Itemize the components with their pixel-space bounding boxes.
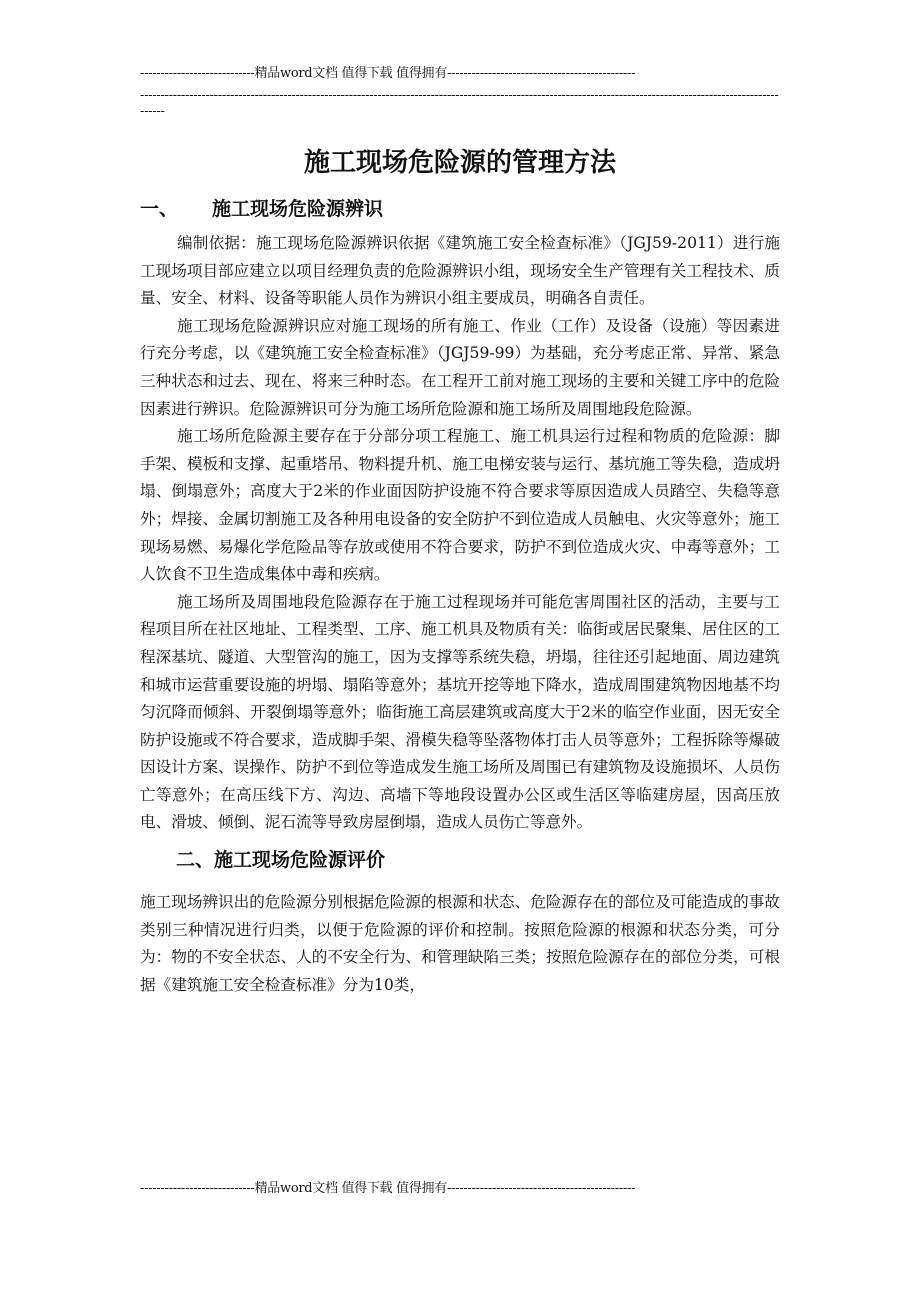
paragraph: 施工现场危险源辨识应对施工现场的所有施工、作业（工作）及设备（设施）等因素进行充分考虑，以《建筑施工安全检查标准》（JGJ59-99）为基础，充分考虑正常、异常、紧急三种状态和过去、现在、将来三种时态。在工程开工前对施工现场的主要和关键工序中的危险因素进行辨识。危险源辨识可分为施工场所危险源和施工场所及周围地段危险源。 [140, 316, 780, 418]
page-footer: ----------------------------精品word文档 值得下载 值得拥有---------------------------------------------- [140, 1181, 636, 1196]
section-1-title: 施工现场危险源辨识 [212, 198, 384, 220]
page-header: ----------------------------精品word文档 值得下载 值得拥有---------------------------------------------- [140, 66, 636, 81]
paragraph: 施工现场辨识出的危险源分别根据危险源的根源和状态、危险源存在的部位及可能造成的事故类别三种情况进行归类，以便于危险源的评价和控制。按照危险源的根源和状态分类，可分为：物的不安全状态、人的不安全行为、和管理缺陷三类；按照危险源存在的部位分类，可根据《建筑施工安全检查标准》分为10类， [140, 893, 780, 994]
document-body [140, 194, 780, 999]
section-1-number: 一、 [140, 198, 179, 220]
section-1-heading [140, 194, 780, 224]
paragraph: 编制依据：施工现场危险源辨识依据《建筑施工安全检查标准》（JGJ59-2011）进行施工现场项目部应建立以项目经理负责的危险源辨识小组，现场安全生产管理有关工程技术、质量、安全、材料、设备等职能人员作为辨识小组主要成员，明确各自责任。 [140, 234, 780, 308]
header-rule: ------------------------------------------------------------------------------------------------------------------------------------------------------------------ [140, 88, 779, 119]
paragraph: 施工场所危险源主要存在于分部分项工程施工、施工机具运行过程和物质的危险源：脚手架、模板和支撑、起重塔吊、物料提升机、施工电梯安装与运行、基坑施工等失稳，造成坍塌、倒塌意外；高度大于2米的作业面因防护设施不符合要求等原因造成人员踏空、失稳等意外；焊接、金属切割施工及各种用电设备的安全防护不到位造成人员触电、火灾等意外；施工现场易燃、易爆化学危险品等存放或使用不符合要求，防护不到位造成火灾、中毒等意外；工人饮食不卫生造成集体中毒和疾病。 [140, 427, 780, 584]
section-2-heading: 二、施工现场危险源评价 [176, 849, 386, 872]
paragraph: 施工场所及周围地段危险源存在于施工过程现场并可能危害周围社区的活动，主要与工程项目所在社区地址、工程类型、工序、施工机具及物质有关：临街或居民聚集、居住区的工程深基坑、隧道、大型管沟的施工，因为支撑等系统失稳，坍塌，往往还引起地面、周边建筑和城市运营重要设施的坍塌、塌陷等意外；基坑开挖等地下降水，造成周围建筑物因地基不均匀沉降而倾斜、开裂倒塌等意外；临街施工高层建筑或高度大于2米的临空作业面，因无安全防护设施或不符合要求，造成脚手架、滑模失稳等坠落物体打击人员等意外；工程拆除等爆破因设计方案、误操作、防护不到位等造成发生施工场所及周围已有建筑物及设施损坏、人员伤亡等意外；在高压线下方、沟边、高墙下等地段设置办公区或生活区等临建房屋，因高压放电、滑坡、倾倒、泥石流等导致房屋倒塌，造成人员伤亡等意外。 [140, 592, 780, 832]
document-title: 施工现场危险源的管理方法 [303, 148, 616, 178]
